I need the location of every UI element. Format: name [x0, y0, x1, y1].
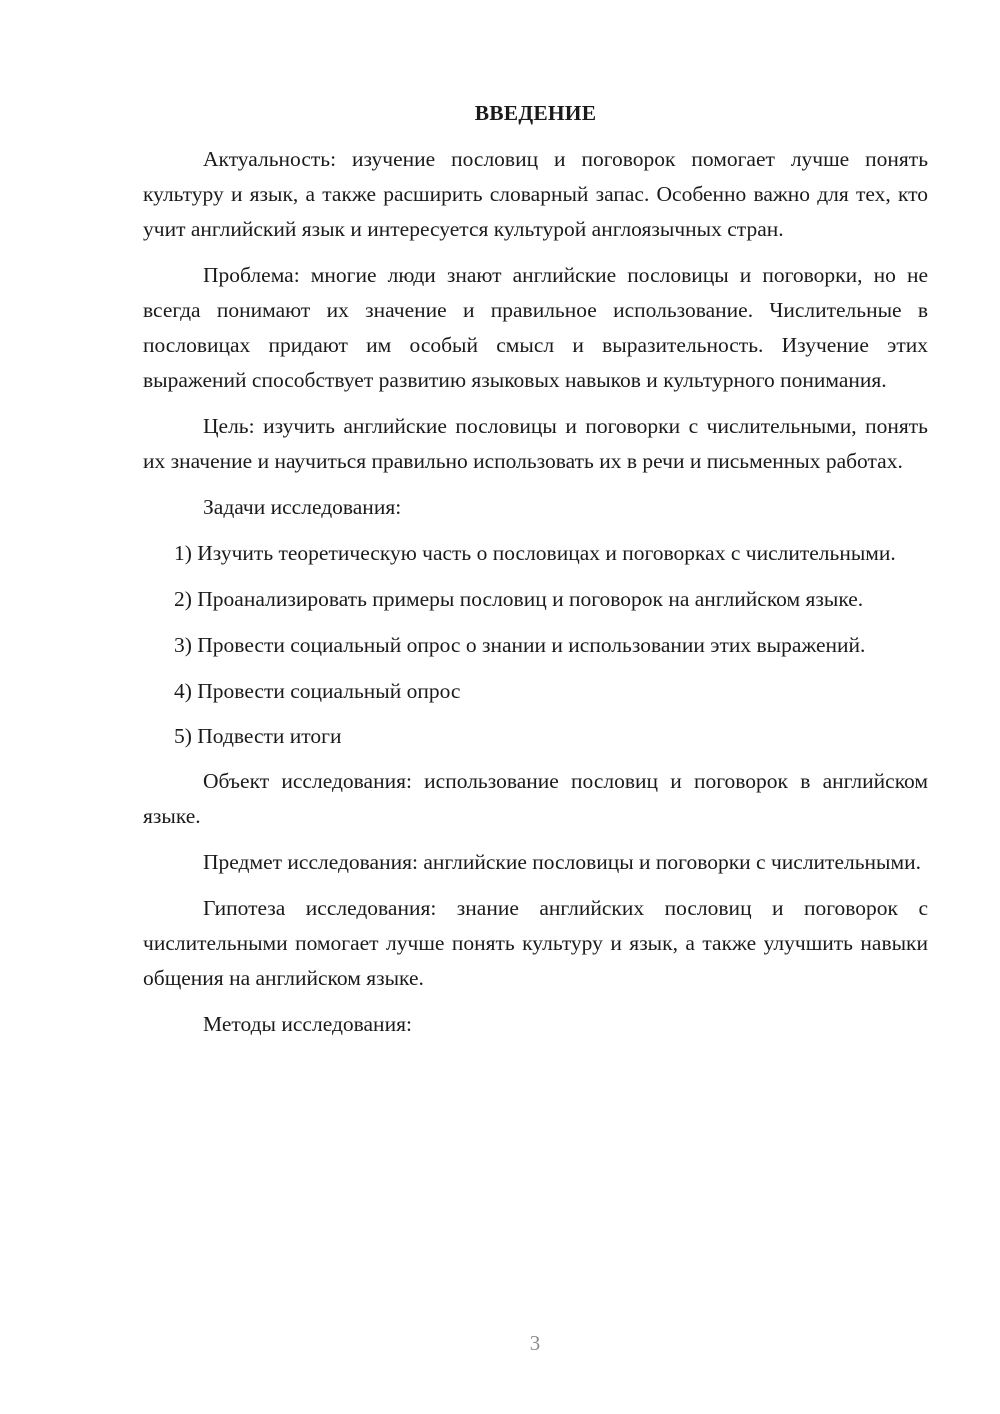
document-page [143, 96, 928, 1053]
hypothesis-paragraph: Гипотеза исследования: знание английских пословиц и поговорок с числительными помогает лучше понять культуру и язык, а также улучшить навыки общения на английском языке. [143, 896, 928, 990]
relevance-paragraph: Актуальность: изучение пословиц и поговорок помогает лучше понять культуру и язык, а также расширить словарный запас. Особенно важно для тех, кто учит английский язык и интересуется культурой англоязычных стран. [143, 147, 928, 241]
task-item: 2) Проанализировать примеры пословиц и поговорок на английском языке. [174, 587, 864, 611]
tasks-heading: Задачи исследования: [203, 495, 402, 519]
task-item: 4) Провести социальный опрос [174, 679, 461, 703]
task-item: 1) Изучить теоретическую часть о пословицах и поговорках с числительными. [174, 541, 896, 565]
methods-heading: Методы исследования: [203, 1012, 412, 1036]
page-number: 3 [529, 1331, 541, 1355]
section-heading: ВВЕДЕНИЕ [474, 101, 597, 125]
goal-paragraph: Цель: изучить английские пословицы и поговорки с числительными, понять их значение и научиться правильно использовать их в речи и письменных работах. [143, 414, 928, 473]
task-item: 3) Провести социальный опрос о знании и использовании этих выражений. [174, 633, 866, 657]
task-item: 5) Подвести итоги [174, 724, 342, 748]
problem-paragraph: Проблема: многие люди знают английские пословицы и поговорки, но не всегда понимают их значение и правильное использование. Числительные в пословицах придают им особый смысл и выразительность. Изучение этих выражений способствует развитию языковых навыков и культурного понимания. [143, 263, 928, 392]
object-paragraph: Объект исследования: использование пословиц и поговорок в английском языке. [143, 769, 928, 828]
subject-paragraph: Предмет исследования: английские пословицы и поговорки с числительными. [203, 850, 921, 874]
